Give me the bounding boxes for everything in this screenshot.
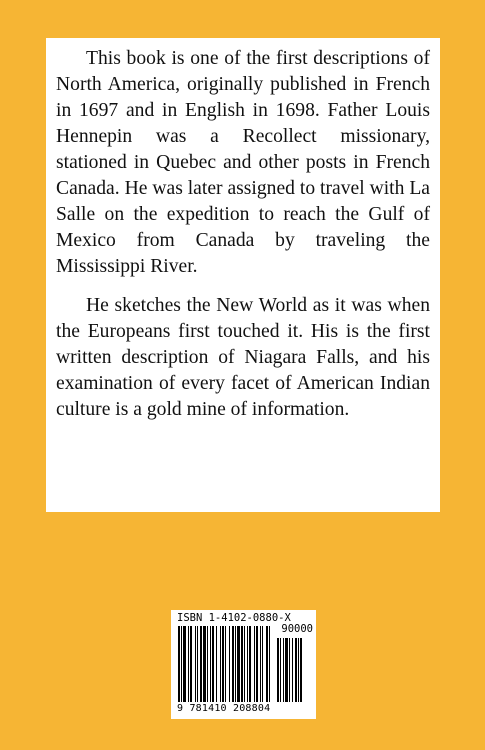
barcode-bar: [225, 626, 226, 702]
isbn-barcode: [171, 610, 316, 719]
description-box: [46, 38, 440, 512]
barcode-bar: [241, 626, 243, 702]
description-paragraph-1: This book is one of the first descriptions of North America, originally published in French in 1697 and in English in 1698. Father Louis Hennepin was a Recollect missionary, stationed in Quebec and other posts in French Canada. He was later assigned to travel with La Salle on the expedition to reach the Gulf of Mexico from Canada by traveling the Mississippi River.: [56, 48, 430, 277]
barcode-bar: [183, 626, 186, 702]
barcode-digits: 9 781410 208804: [177, 703, 271, 714]
barcode-bar: [181, 626, 182, 702]
barcode-bar: [260, 626, 261, 702]
barcode-bar: [247, 626, 248, 702]
barcode-addon-bar: [283, 638, 284, 702]
barcode-bar: [207, 626, 208, 702]
barcode-bar: [266, 626, 268, 702]
price-code: 90000: [281, 623, 313, 635]
barcode-bar: [210, 626, 211, 702]
barcode-addon-bar: [277, 638, 279, 702]
barcode-bar: [197, 626, 198, 702]
barcode-addon-bar: [300, 638, 302, 702]
barcode-bar: [256, 626, 258, 702]
barcode-bar: [216, 626, 217, 702]
barcode-bar: [195, 626, 196, 702]
barcode-addon-bar: [292, 638, 293, 702]
barcode-addon-bar: [295, 638, 297, 702]
barcode-bar: [222, 626, 224, 702]
barcode-addon-bar: [289, 638, 290, 702]
barcode-addon-bar: [280, 638, 281, 702]
barcode-addon-bar: [298, 638, 299, 702]
isbn-label: ISBN 1-4102-0880-X: [177, 612, 291, 624]
barcode-bar: [203, 626, 206, 702]
barcode-bar: [269, 626, 270, 702]
barcode-bar: [254, 626, 255, 702]
barcode-bar: [188, 626, 189, 702]
barcode-bar: [232, 626, 234, 702]
barcode-bar: [249, 626, 251, 702]
barcode-bar: [235, 626, 236, 702]
description-paragraph-2: He sketches the New World as it was when the Europeans first touched it. His is the first written description of Niagara Falls, and his examination of every facet of American Indian culture is a gold mine of information.: [56, 295, 430, 420]
barcode-bar: [237, 626, 240, 702]
barcode-bar: [229, 626, 230, 702]
barcode-bar: [220, 626, 221, 702]
barcode-bar: [178, 626, 180, 702]
barcode-bar: [244, 626, 245, 702]
barcode-addon-bar: [285, 638, 288, 702]
barcode-bar: [212, 626, 214, 702]
barcode-bar: [200, 626, 202, 702]
barcode-bar: [262, 626, 263, 702]
barcode-bar: [190, 626, 192, 702]
